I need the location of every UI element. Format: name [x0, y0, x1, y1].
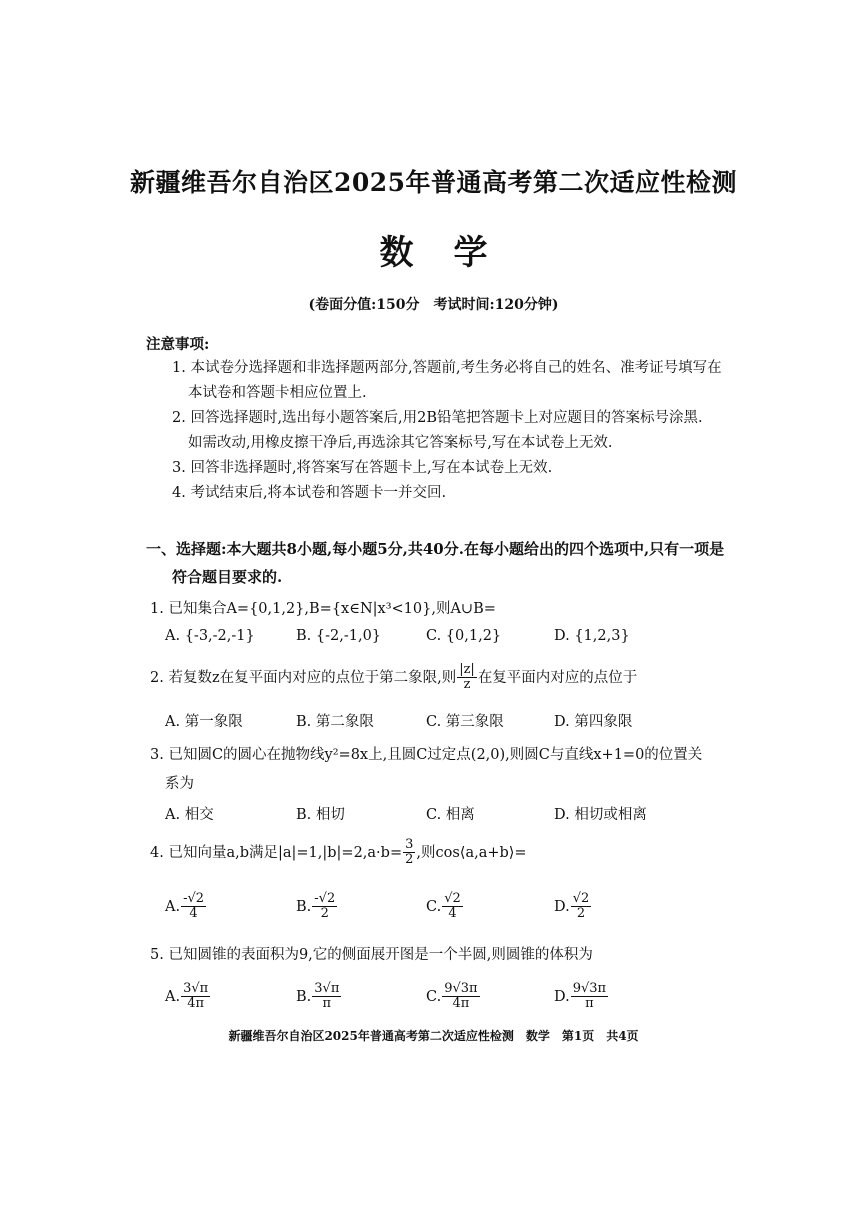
exam-meta: (卷面分值:150分 考试时间:120分钟)	[308, 297, 559, 313]
notice-line: 如需改动,用橡皮擦干净后,再选涂其它答案标号,写在本试卷上无效.	[188, 435, 613, 451]
notice-line: 1. 本试卷分选择题和非选择题两部分,答题前,考生务必将自己的姓名、准考证号填写在	[172, 360, 722, 376]
option-den: 4	[448, 906, 457, 922]
q2-stem-part-a: 2. 若复数z在复平面内对应的点位于第二象限,则	[150, 669, 457, 686]
q3-option-a: A. 相交	[165, 807, 214, 823]
q2-option-c: C. 第三象限	[426, 714, 504, 730]
q4-option-d	[554, 892, 592, 922]
option-num: 9√3π	[572, 981, 607, 996]
q2-option-b: B. 第二象限	[296, 714, 374, 730]
q4-stem-part-a: 4. 已知向量a,b满足|a|=1,|b|=2,a·b=	[150, 844, 403, 861]
option-num: √2	[572, 891, 590, 906]
option-num: 3√π	[314, 981, 340, 996]
q5-option-d	[554, 982, 609, 1012]
q3-option-c: C. 相离	[426, 807, 475, 823]
page-footer: 新疆维吾尔自治区2025年普通高考第二次适应性检测 数学 第1页 共4页	[228, 1029, 639, 1043]
notice-line: 本试卷和答题卡相应位置上.	[188, 385, 367, 401]
option-num: 9√3π	[444, 981, 478, 996]
option-num: √2	[444, 891, 461, 906]
section-heading: 一、选择题:本大题共8小题,每小题5分,共40分.在每小题给出的四个选项中,只有一项是	[146, 540, 725, 558]
q3-option-d: D. 相切或相离	[554, 807, 647, 823]
option-label: B.	[296, 898, 312, 915]
option-den: 2	[576, 906, 586, 922]
q1-option-a: A. {-3,-2,-1}	[165, 628, 255, 644]
q2-stem-part-b: 在复平面内对应的点位于	[477, 669, 638, 686]
q3-option-b: B. 相切	[296, 807, 345, 823]
q4-stem-part-b: ,则cos⟨a,a+b⟩=	[416, 844, 527, 861]
q2-frac-num: |z|	[459, 662, 475, 677]
option-den: 4	[189, 906, 198, 922]
question-4-stem	[150, 838, 527, 868]
notice-line: 3. 回答非选择题时,将答案写在答题卡上,写在本试卷上无效.	[172, 460, 553, 476]
q4-frac-den: 2	[405, 852, 414, 868]
option-den: 4π	[452, 996, 470, 1012]
q4-option-a	[165, 892, 207, 922]
q4-frac-num: 3	[405, 837, 414, 852]
question-3-stem: 3. 已知圆C的圆心在抛物线y²=8x上,且圆C过定点(2,0),则圆C与直线x+1=0的位置关	[150, 747, 703, 763]
q1-option-c: C. {0,1,2}	[426, 628, 502, 644]
q5-option-b	[296, 982, 342, 1012]
notice-line: 4. 考试结束后,将本试卷和答题卡一并交回.	[172, 485, 447, 501]
option-label: C.	[426, 988, 442, 1005]
q4-option-b	[296, 892, 338, 922]
q4-option-c	[426, 892, 464, 922]
option-den: π	[322, 996, 332, 1012]
question-1-stem: 1. 已知集合A={0,1,2},B={x∈N|x³<10},则A∪B=	[150, 601, 496, 617]
option-num: -√2	[183, 891, 205, 906]
q2-option-d: D. 第四象限	[554, 714, 633, 730]
q1-option-d: D. {1,2,3}	[554, 628, 630, 644]
exam-title: 新疆维吾尔自治区2025年普通高考第二次适应性检测	[129, 168, 738, 197]
option-label: C.	[426, 898, 442, 915]
notice-title: 注意事项:	[146, 336, 210, 353]
option-den: 4π	[187, 996, 205, 1012]
section-heading-cont: 符合题目要求的.	[172, 568, 283, 586]
option-den: 2	[320, 906, 329, 922]
option-label: D.	[554, 898, 570, 915]
option-num: 3√π	[183, 981, 209, 996]
option-label: A.	[165, 988, 181, 1005]
option-label: B.	[296, 988, 312, 1005]
question-5-stem: 5. 已知圆锥的表面积为9,它的侧面展开图是一个半圆,则圆锥的体积为	[150, 947, 593, 963]
option-label: A.	[165, 898, 181, 915]
subject-title: 数学	[379, 233, 528, 273]
option-den: π	[585, 996, 594, 1012]
option-num: -√2	[314, 891, 336, 906]
q2-frac-den: z	[463, 677, 471, 693]
option-label: D.	[554, 988, 570, 1005]
q5-option-a	[165, 982, 211, 1012]
q1-option-b: B. {-2,-1,0}	[296, 628, 382, 644]
q5-option-c	[426, 982, 481, 1012]
q2-fraction	[457, 663, 477, 693]
q2-option-a: A. 第一象限	[165, 714, 243, 730]
question-2-stem	[150, 663, 637, 693]
notice-line: 2. 回答选择题时,选出每小题答案后,用2B铅笔把答题卡上对应题目的答案标号涂黑.	[172, 410, 703, 426]
q4-fraction	[403, 838, 415, 868]
question-3-stem-cont: 系为	[165, 776, 194, 792]
